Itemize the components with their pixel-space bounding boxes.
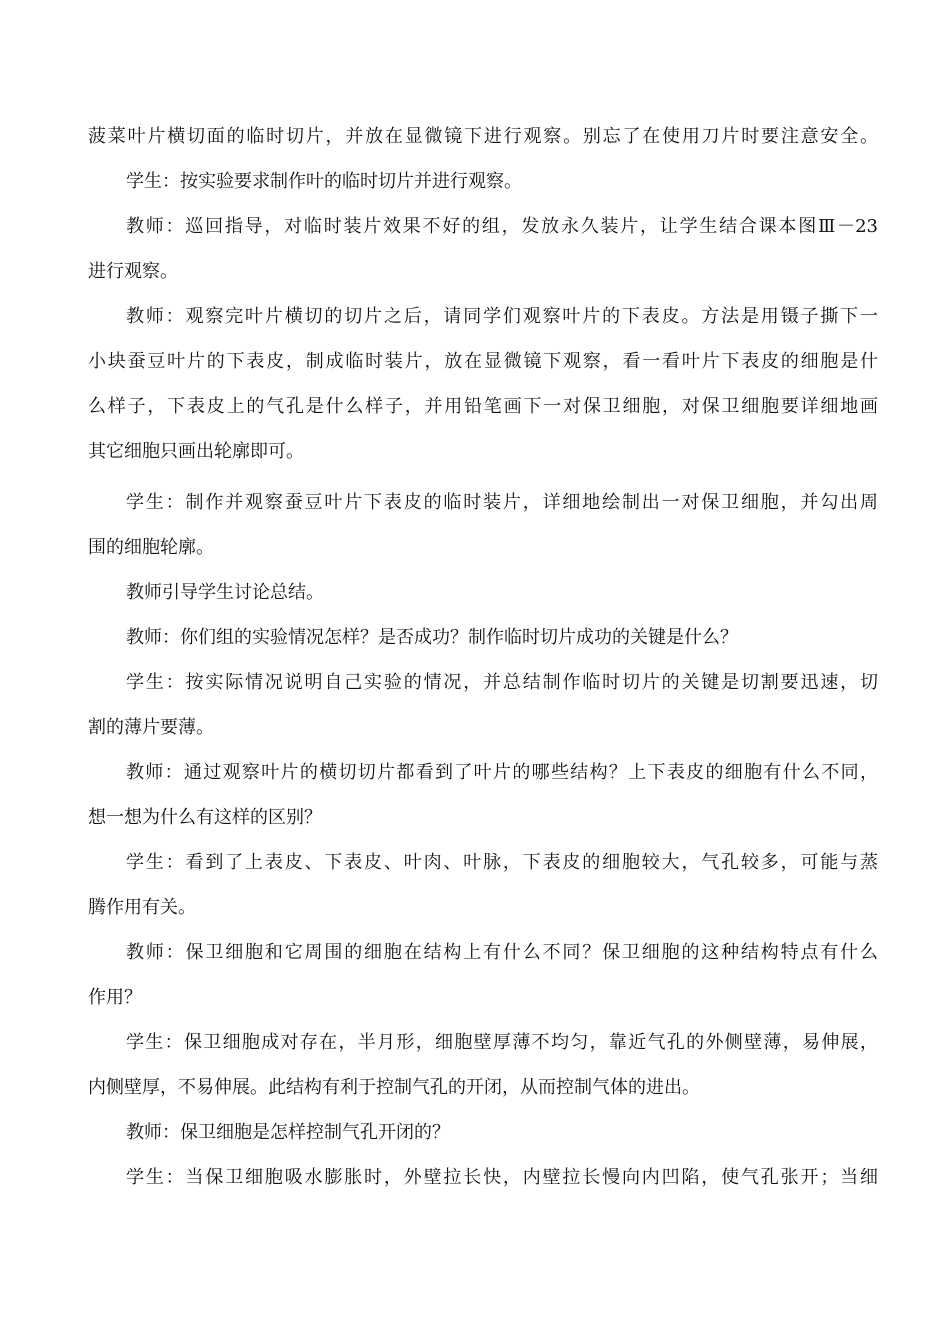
text-line: 内侧壁厚，不易伸展。此结构有利于控制气孔的开闭，从而控制气体的进出。 [88, 1077, 700, 1098]
text-line: 学生：按实际情况说明自己实验的情况，并总结制作临时切片的关键是切割要迅速，切 [126, 672, 878, 693]
text-line: 教师：你们组的实验情况怎样？是否成功？制作临时切片成功的关键是什么？ [126, 627, 738, 648]
text-line: 教师：巡回指导，对临时装片效果不好的组，发放永久装片，让学生结合课本图Ⅲ－23 [126, 216, 878, 237]
text-line: 学生：当保卫细胞吸水膨胀时，外壁拉长快，内壁拉长慢向内凹陷，使气孔张开；当细 [126, 1167, 878, 1188]
text-line: 教师：通过观察叶片的横切切片都看到了叶片的哪些结构？上下表皮的细胞有什么不同， [126, 762, 878, 783]
text-line: 教师：保卫细胞是怎样控制气孔开闭的？ [126, 1122, 450, 1143]
text-line: 进行观察。 [88, 261, 178, 282]
text-line: 小块蚕豆叶片的下表皮，制成临时装片，放在显微镜下观察，看一看叶片下表皮的细胞是什 [88, 351, 878, 372]
text-line: 割的薄片要薄。 [88, 717, 214, 738]
text-line: 么样子，下表皮上的气孔是什么样子，并用铅笔画下一对保卫细胞，对保卫细胞要详细地画 [88, 396, 878, 417]
text-line: 想一想为什么有这样的区别？ [88, 807, 322, 828]
text-line: 教师：保卫细胞和它周围的细胞在结构上有什么不同？保卫细胞的这种结构特点有什么 [126, 942, 878, 963]
text-line: 其它细胞只画出轮廓即可。 [88, 441, 304, 462]
text-line: 学生：制作并观察蚕豆叶片下表皮的临时装片，详细地绘制出一对保卫细胞，并勾出周 [126, 492, 878, 513]
text-line: 围的细胞轮廓。 [88, 537, 214, 558]
text-line: 作用？ [88, 987, 142, 1008]
text-line: 学生：按实验要求制作叶的临时切片并进行观察。 [126, 171, 522, 192]
text-line: 腾作用有关。 [88, 897, 196, 918]
text-line: 教师引导学生讨论总结。 [126, 582, 324, 603]
text-line: 菠菜叶片横切面的临时切片，并放在显微镜下进行观察。别忘了在使用刀片时要注意安全。 [88, 126, 878, 147]
text-line: 学生：看到了上表皮、下表皮、叶肉、叶脉，下表皮的细胞较大，气孔较多，可能与蒸 [126, 852, 878, 873]
text-line: 学生：保卫细胞成对存在，半月形，细胞壁厚薄不均匀，靠近气孔的外侧壁薄，易伸展， [126, 1032, 878, 1053]
text-line: 教师：观察完叶片横切的切片之后，请同学们观察叶片的下表皮。方法是用镊子撕下一 [126, 306, 878, 327]
